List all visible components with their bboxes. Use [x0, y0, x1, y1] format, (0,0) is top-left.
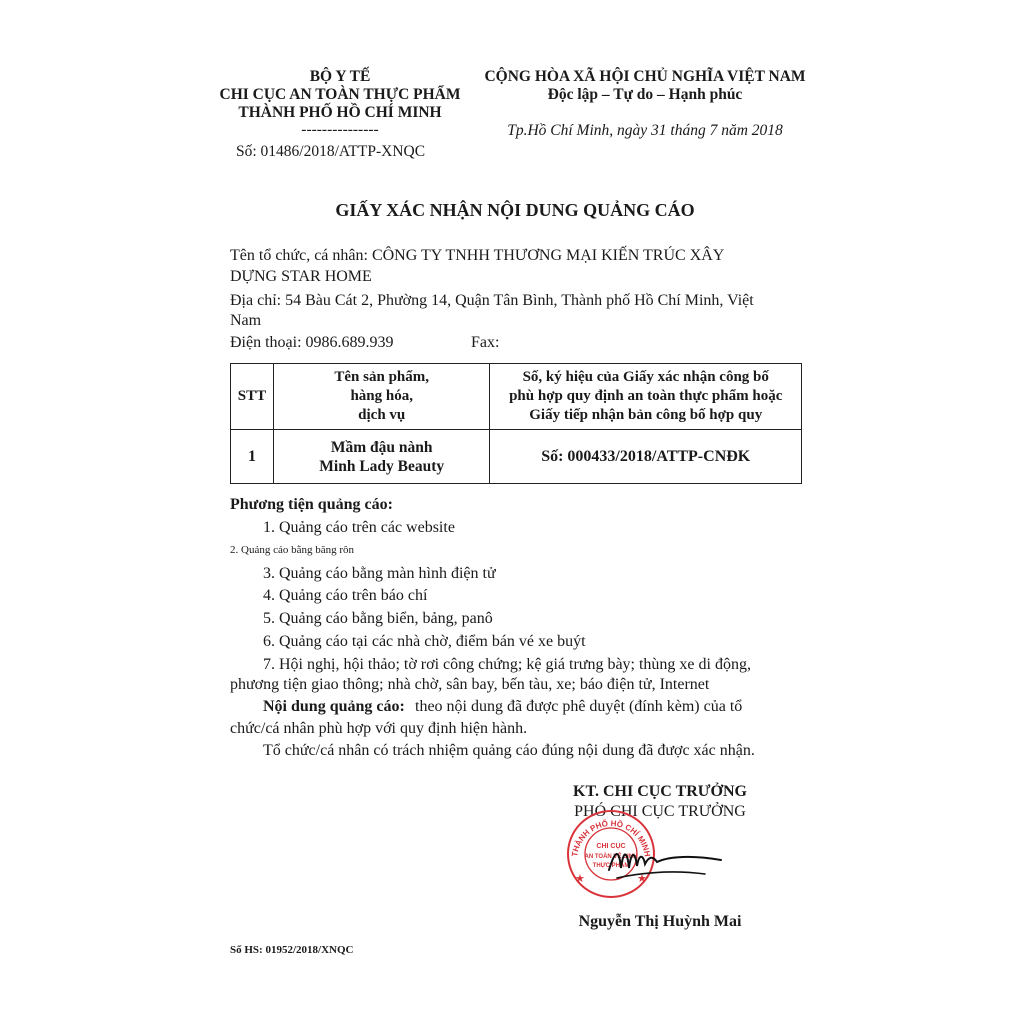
issue-date: Tp.Hồ Chí Minh, ngày 31 tháng 7 năm 2018: [507, 122, 783, 139]
row-product-line-2: Minh Lady Beauty: [319, 457, 445, 475]
header-certificate-line-1: Số, ký hiệu của Giấy xác nhận công bố: [522, 369, 769, 385]
media-heading: Phương tiện quảng cáo:: [230, 496, 393, 513]
content-label: Nội dung quảng cáo:: [263, 698, 405, 715]
media-item-1: 1. Quảng cáo trên các website: [263, 519, 455, 536]
file-number: Số HS: 01952/2018/XNQC: [230, 944, 354, 956]
organization-line-2: DỰNG STAR HOME: [230, 268, 372, 285]
city-name: THÀNH PHỐ HỒ CHÍ MINH: [238, 104, 442, 121]
header-certificate: [490, 364, 802, 430]
phone-number: Điện thoại: 0986.689.939: [230, 334, 394, 351]
stamp-line-3: THỰC PHẨM: [592, 863, 630, 869]
department-name: CHI CỤC AN TOÀN THỰC PHẨM: [219, 86, 461, 103]
document-number: Số: 01486/2018/ATTP-XNQC: [236, 143, 426, 160]
product-table: [230, 363, 802, 484]
header-stt: STT: [231, 364, 274, 430]
media-item-2: 2. Quảng cáo bằng băng rôn: [230, 544, 355, 556]
address-line-1: Địa chỉ: 54 Bàu Cát 2, Phường 14, Quận Tân Bình, Thành phố Hồ Chí Minh, Việt: [230, 292, 754, 309]
header-certificate-line-2: phù hợp quy định an toàn thực phẩm hoặc: [509, 388, 783, 404]
media-item-5: 5. Quảng cáo bằng biển, bảng, panô: [263, 610, 493, 627]
motto: Độc lập – Tự do – Hạnh phúc: [547, 86, 743, 103]
header-product-line-3: dịch vụ: [358, 407, 406, 423]
header-product: [273, 364, 490, 430]
media-item-7-line-1: 7. Hội nghị, hội thảo; tờ rơi công chứng; kệ giá trưng bày; thùng xe di động,: [263, 656, 751, 673]
row-certificate: Số: 000433/2018/ATTP-CNĐK: [490, 430, 802, 484]
stamp-line-2: AN TOÀN VỆ SINH: [584, 854, 638, 860]
ministry-name: BỘ Y TẾ: [309, 68, 371, 85]
row-product: [273, 430, 490, 484]
stamp-star-right-icon: ★: [637, 873, 647, 885]
signer-title-2: PHÓ CHI CỤC TRƯỞNG: [574, 803, 746, 820]
header-divider: ---------------: [301, 121, 379, 138]
signer-title-1: KT. CHI CỤC TRƯỞNG: [573, 783, 747, 800]
media-item-6: 6. Quảng cáo tại các nhà chờ, điểm bán vé xe buýt: [263, 633, 586, 650]
address-line-2: Nam: [230, 312, 262, 329]
document-title: GIẤY XÁC NHẬN NỘI DUNG QUẢNG CÁO: [335, 200, 695, 220]
media-item-7-line-2: phương tiện giao thông; nhà chờ, sân bay, bến tàu, xe; báo điện tử, Internet: [230, 676, 710, 693]
media-item-3: 3. Quảng cáo bằng màn hình điện tử: [263, 565, 496, 582]
organization-line-1: Tên tổ chức, cá nhân: CÔNG TY TNHH THƯƠNG MẠI KIẾN TRÚC XÂY: [230, 247, 725, 264]
media-item-4: 4. Quảng cáo trên báo chí: [263, 587, 428, 604]
stamp-line-1: CHI CỤC: [596, 843, 626, 850]
responsibility-statement: Tổ chức/cá nhân có trách nhiệm quảng cáo đúng nội dung đã được xác nhận.: [263, 742, 755, 759]
header-product-line-1: Tên sản phẩm,: [334, 369, 430, 385]
header-certificate-line-3: Giấy tiếp nhận bản công bố hợp quy: [529, 407, 763, 423]
fax-label: Fax:: [471, 334, 500, 351]
row-stt: 1: [231, 430, 274, 484]
content-text-line-2: chức/cá nhân phù hợp với quy định hiện hành.: [230, 720, 528, 737]
country-name: CỘNG HÒA XÃ HỘI CHỦ NGHĨA VIỆT NAM: [484, 68, 806, 85]
table-row: [231, 430, 802, 484]
table-header-row: [231, 364, 802, 430]
signer-name: Nguyễn Thị Huỳnh Mai: [578, 913, 742, 930]
row-product-line-1: Mầm đậu nành: [330, 438, 433, 456]
stamp-outer-text: THÀNH PHỐ HỒ CHÍ MINH: [570, 818, 652, 858]
content-text-line-1: theo nội dung đã được phê duyệt (đính kèm) của tổ: [415, 698, 743, 715]
stamp-star-left-icon: ★: [575, 873, 585, 885]
header-product-line-2: hàng hóa,: [350, 388, 413, 404]
handwritten-signature: [605, 840, 725, 885]
